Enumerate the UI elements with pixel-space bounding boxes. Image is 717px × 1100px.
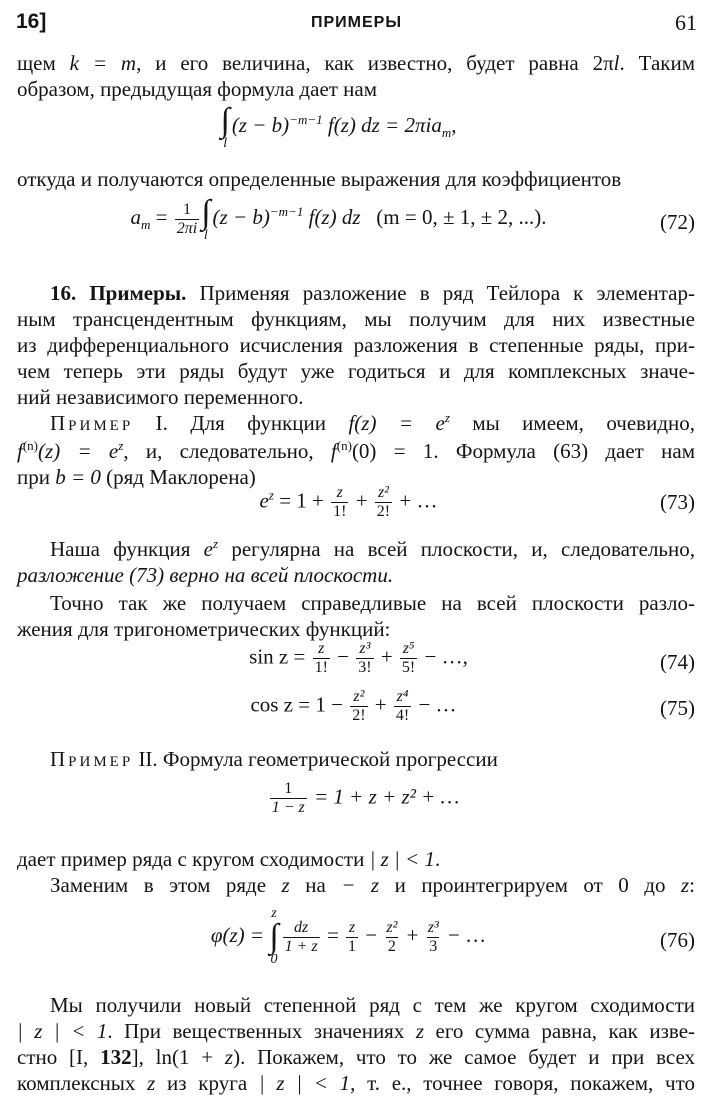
paragraph-line: Мы получили новый степенной ряд с тем же кругом сходимости [50, 993, 695, 1017]
paragraph-line: при b = 0 (ряд Маклорена) [17, 465, 256, 489]
paragraph-line: образом, предыдущая формула дает нам [17, 77, 378, 101]
paragraph-line: откуда и получаются определенные выражения для коэффициентов [17, 167, 622, 191]
formula-73: $e^z = 1$ + $\frac{z}{1!}$ + $\frac{\text{z²}}{2!}$ + … [259, 484, 438, 520]
running-title: ПРИМЕРЫ [310, 14, 402, 31]
equation-number: (73) [660, 490, 695, 514]
equation-number: (75) [660, 696, 695, 720]
formula-75: cos z = 1 − $\frac{\text{z²}}{2!}$ + $\frac{\text{z⁴}}{4!}$ − … [250, 688, 457, 724]
example-label: Пример [50, 411, 134, 435]
paragraph-line: Наша функция $e^z$ регулярна на всей плоскости, и, следовательно, [50, 536, 695, 561]
paragraph-line: жения для тригонометрических функций: [17, 617, 391, 641]
equation-number: (74) [660, 650, 695, 674]
example-label: Пример [50, 747, 134, 771]
paragraph-line: | z | < 1. При вещественных значениях z его сумма равна, как изве- [17, 1019, 696, 1043]
paragraph-line: чем теперь эти ряды будут уже годиться и для комплексных значе- [17, 359, 695, 383]
paragraph-line: разложение (73) верно на всей плоскости. [17, 563, 394, 587]
formula-integral: ∫ l $(z - b)^{-m-1}$ f(z) dz = 2πia$_m$, [220, 102, 457, 151]
equation-number: (76) [660, 928, 695, 952]
paragraph-line: Пример I. Для функции $f(z) = e^z$ мы имеем, очевидно, [50, 410, 695, 435]
paragraph-line: комплексных z из круга | z | < 1, т. е., точнее говоря, покажем, что [17, 1071, 695, 1095]
formula-geometric: $\frac{1}{1 - z}$ = 1 + z + z² + … [271, 780, 460, 816]
paragraph-line: из дифференциального исчисления разложения в степенные ряды, при- [17, 333, 695, 357]
paragraph-line: Заменим в этом ряде z на − z и проинтегрируем от 0 до z: [50, 873, 695, 897]
paragraph-line: стно [I, 132], ln(1 + z). Покажем, что то же самое будет и при всех [17, 1045, 695, 1069]
page-number: 61 [675, 10, 697, 35]
section-heading: 16. Примеры. [50, 281, 187, 305]
formula-74: sin z = $\frac{z}{1!}$ − $\frac{\text{z³}}{3!}$ + $\frac{\text{z⁵}}{5!}$ − …, [249, 640, 468, 676]
paragraph-line: ний независимого переменного. [17, 385, 304, 409]
paragraph-line: $f^{(n)}(z) = e^z$, и, следовательно, $f^{(n)}(0) = 1$. Формула (63) дает нам [17, 438, 695, 463]
paragraph-line: ным трансцендентным функциям, мы получим для них известные [17, 307, 695, 331]
paragraph-line: щем k = m, и его величина, как известно, будет равна 2πl. Таким [17, 51, 695, 75]
section-marker: 16] [16, 10, 47, 33]
paragraph-line: Пример II. Формула геометрической прогрессии [50, 747, 498, 771]
paragraph-line: Точно так же получаем справедливые на всей плоскости разло- [50, 591, 695, 615]
equation-number: (72) [660, 210, 695, 234]
running-header [16, 8, 697, 38]
paragraph-line: дает пример ряда с кругом сходимости | z | < 1. [17, 847, 441, 871]
formula-76: φ(z) = z ∫ 0 $\frac{dz}{1 + z}$ = $\frac{z}{1}$ − $\frac{\text{z²}}{2}$ + $\frac{\text{z³}}{3}$ − … [210, 906, 487, 967]
paragraph-line: 16. Примеры. Применяя разложение в ряд Тейлора к элементар- [50, 281, 695, 305]
formula-72: $a_m$ = $\frac{1}{2\pi i}$ ∫ l $(z - b)^{-m-1}$ f(z) dz (m = 0, ± 1, ± 2, ...). [130, 194, 547, 243]
